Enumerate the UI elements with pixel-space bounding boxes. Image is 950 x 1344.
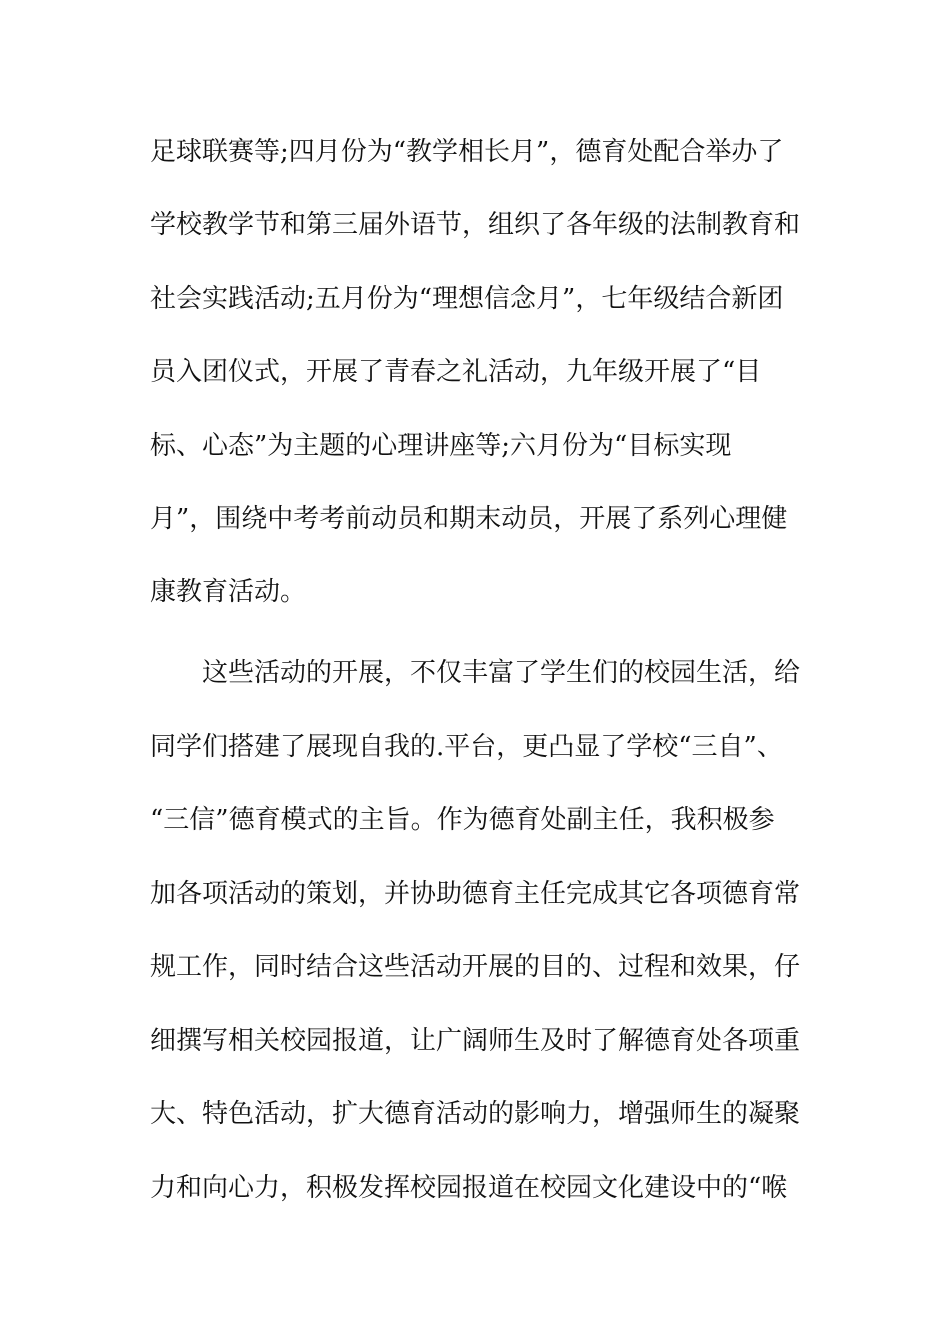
text-line: 月”，围绕中考考前动员和期末动员，开展了系列心理健 — [150, 504, 788, 534]
text-line: 标、心态”为主题的心理讲座等;六月份为“目标实现 — [150, 431, 732, 461]
text-line: 康教育活动。 — [150, 577, 307, 607]
text-line: 员入团仪式，开展了青春之礼活动，九年级开展了“目 — [150, 357, 762, 387]
paragraph-first-line: 这些活动的开展，不仅丰富了学生们的校园生活，给 — [202, 658, 801, 688]
text-line: 大、特色活动，扩大德育活动的影响力，增强师生的凝聚 — [150, 1099, 801, 1129]
text-line: 细撰写相关校园报道，让广阔师生及时了解德育处各项重 — [150, 1026, 801, 1056]
text-line: 社会实践活动;五月份为“理想信念月”，七年级结合新团 — [150, 284, 784, 314]
text-line: 学校教学节和第三届外语节，组织了各年级的法制教育和 — [150, 210, 801, 240]
text-line: 加各项活动的策划，并协助德育主任完成其它各项德育常 — [150, 879, 801, 909]
text-line: 规工作，同时结合这些活动开展的目的、过程和效果，仔 — [150, 952, 801, 982]
text-line: 同学们搭建了展现自我的.平台，更凸显了学校“三自”、 — [150, 732, 783, 762]
text-line: 足球联赛等;四月份为“教学相长月”，德育处配合举办了 — [150, 137, 784, 167]
text-line: “三信”德育模式的主旨。作为德育处副主任，我积极参 — [150, 805, 775, 835]
text-line: 力和向心力，积极发挥校园报道在校园文化建设中的“喉 — [150, 1173, 788, 1203]
